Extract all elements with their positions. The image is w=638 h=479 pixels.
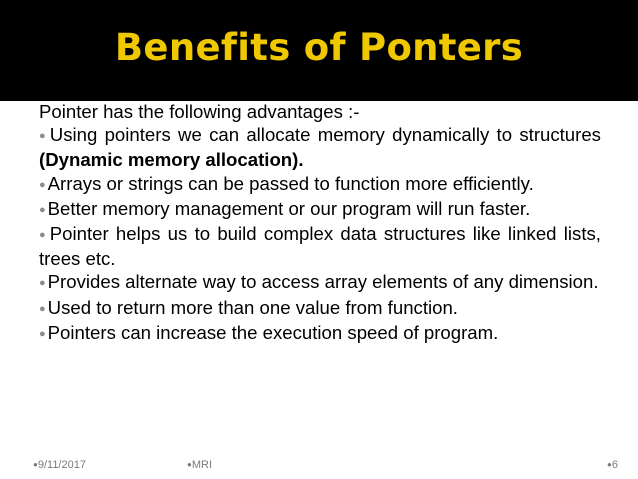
list-item-text: Provides alternate way to access array elements of any dimension. (47, 271, 599, 293)
footer-date (33, 459, 86, 471)
footer-bullet-icon: ● (607, 460, 612, 469)
bullet-icon: ● (39, 203, 46, 216)
footer-date-text: 9/11/2017 (37, 459, 86, 471)
bullet-icon: ● (39, 130, 48, 143)
bullet-icon: ● (39, 178, 46, 191)
list-item-text: Pointers can increase the execution speed of program. (47, 321, 499, 343)
list-item-text: Using pointers we can allocate memory dynamically to structures (49, 124, 601, 146)
list-item (39, 296, 601, 321)
list-item (39, 270, 601, 295)
list-item (39, 222, 601, 270)
list-item-bold-text: (Dynamic memory allocation). (39, 149, 304, 171)
list-item (39, 197, 601, 222)
slide-title: Benefits of Ponters (114, 26, 524, 69)
footer-bullet-icon: ● (187, 460, 192, 469)
list-item (39, 123, 601, 171)
bullet-icon: ● (39, 277, 46, 290)
bullet-icon: ● (39, 229, 48, 242)
footer-page-text: 6 (611, 459, 618, 471)
list-item (39, 321, 601, 346)
list-item-text: Used to return more than one value from function. (47, 296, 458, 318)
intro-text: Pointer has the following advantages :- (39, 101, 360, 122)
footer-bullet-icon: ● (33, 460, 38, 469)
list-item-text: Pointer helps us to build complex data structures like linked lists, trees etc. (39, 223, 601, 270)
list-item (39, 172, 601, 197)
list-item-text: Better memory management or our program will run faster. (47, 197, 531, 219)
bullet-icon: ● (39, 327, 46, 340)
list-item-text: Arrays or strings can be passed to function more efficiently. (47, 172, 534, 194)
bullet-icon: ● (39, 302, 46, 315)
footer-page-number (607, 459, 618, 471)
footer-center-text: MRI (191, 459, 213, 471)
slide-content (39, 100, 601, 346)
title-bar (0, 0, 638, 101)
footer-center (187, 459, 212, 471)
